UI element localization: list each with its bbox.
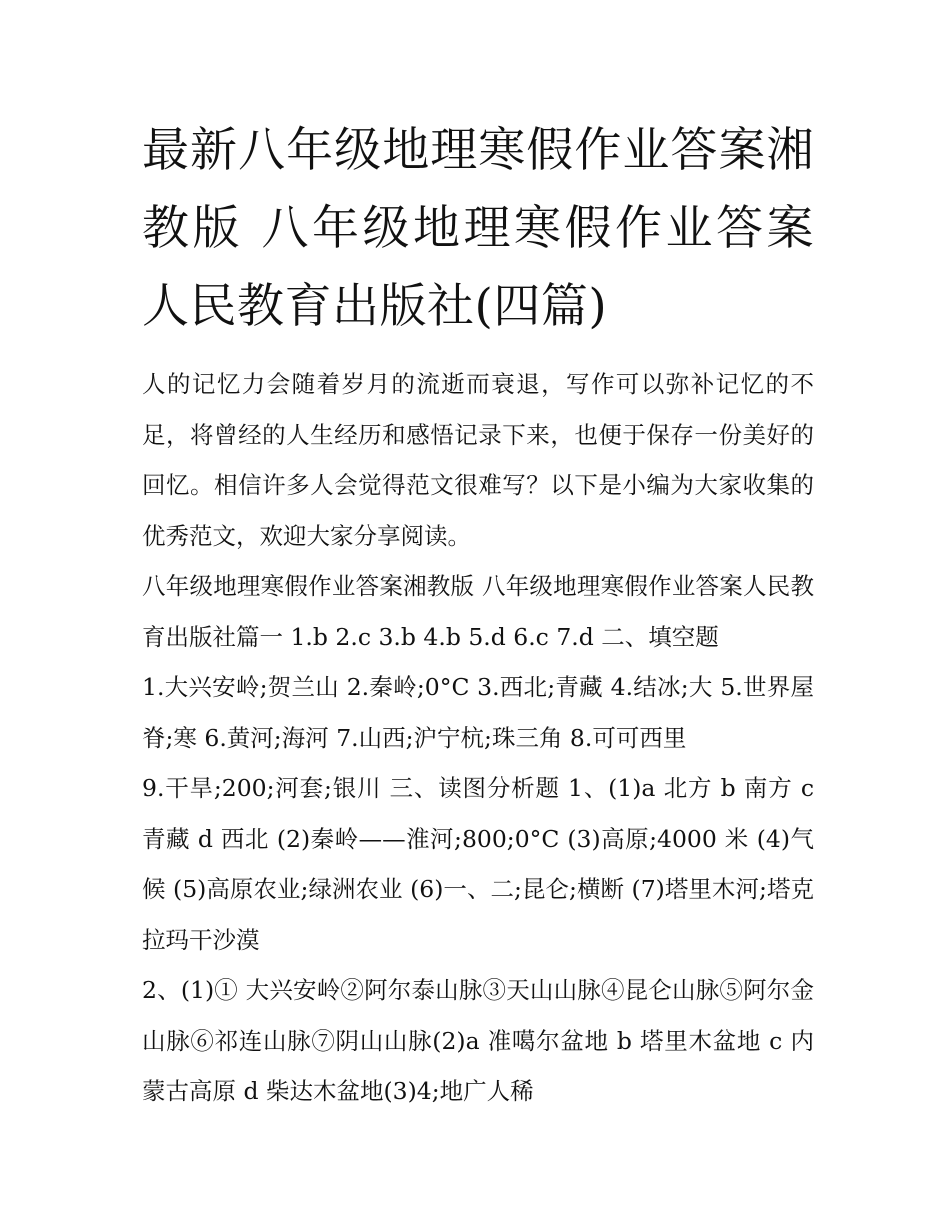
answer-paragraph-4: 2、(1)① 大兴安岭②阿尔泰山脉③天山山脉④昆仑山脉⑤阿尔金山脉⑥祁连山脉⑦阴山山脉(2)a 准噶尔盆地 b 塔里木盆地 c 内蒙古高原 d 柴达木盆地(3)4;地广人稀 <box>142 976 814 1105</box>
answer-paragraph-2: 1.大兴安岭;贺兰山 2.秦岭;0°C 3.西北;青藏 4.结冰;大 5.世界屋脊;寒 6.黄河;海河 7.山西;沪宁杭;珠三角 8.可可西里 <box>142 673 814 752</box>
document-page <box>142 112 814 1117</box>
answer-paragraph-1: 八年级地理寒假作业答案湘教版 八年级地理寒假作业答案人民教育出版社篇一 1.b 2.c 3.b 4.b 5.d 6.c 7.d 二、填空题 <box>142 572 814 651</box>
answer-paragraph-3: 9.干旱;200;河套;银川 三、读图分析题 1、(1)a 北方 b 南方 c 青藏 d 西北 (2)秦岭——淮河;800;0°C (3)高原;4000 米 (4)气候 (5)高原农业;绿洲农业 (6)一、二;昆仑;横断 (7)塔里木河;塔克拉玛干沙漠 <box>142 774 814 954</box>
document-title: 最新八年级地理寒假作业答案湘教版 八年级地理寒假作业答案人民教育出版社(四篇) <box>142 123 814 334</box>
intro-paragraph: 人的记忆力会随着岁月的流逝而衰退，写作可以弥补记忆的不足，将曾经的人生经历和感悟记录下来，也便于保存一份美好的回忆。相信许多人会觉得范文很难写？以下是小编为大家收集的优秀范文，欢迎大家分享阅读。 <box>142 370 814 550</box>
